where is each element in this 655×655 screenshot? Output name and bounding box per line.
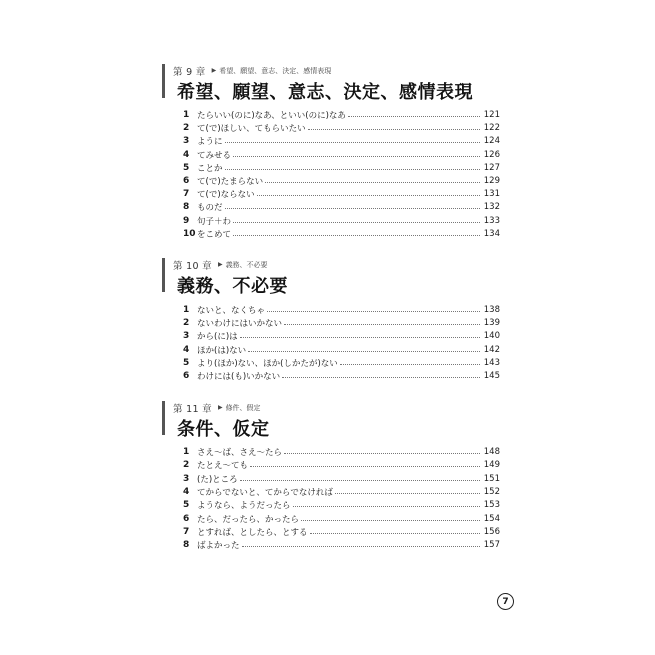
list-item[interactable] — [183, 188, 500, 200]
entry-page: 131 — [483, 189, 500, 200]
entry-number: 6 — [183, 371, 190, 381]
dot-leader — [242, 546, 480, 547]
entry-text: たらいい(のに)なあ、といい(のに)なあ — [197, 111, 346, 121]
entry-page: 126 — [483, 149, 500, 160]
entry-text: ないと、なくちゃ — [197, 306, 266, 316]
dot-leader — [233, 235, 480, 236]
list-item[interactable] — [183, 459, 500, 471]
entry-number: 9 — [183, 215, 190, 226]
chapter-bar — [162, 401, 165, 435]
dot-leader — [293, 506, 480, 507]
entry-page: 129 — [483, 176, 500, 186]
dot-leader — [257, 195, 480, 196]
entry-text: 句子＋わ — [197, 216, 232, 227]
entry-page: 132 — [483, 202, 500, 213]
entry-number: 1 — [183, 447, 190, 457]
list-item[interactable] — [183, 330, 500, 342]
entry-number: 8 — [183, 202, 190, 213]
entry-text: (た)ところ — [197, 474, 238, 485]
dot-leader — [348, 116, 480, 117]
entry-page: 152 — [483, 486, 500, 497]
dot-leader — [340, 364, 480, 365]
entry-text: とすれば、としたら、とする — [197, 527, 308, 538]
chapter-header — [173, 401, 261, 414]
entry-page: 142 — [483, 344, 500, 355]
entry-text: から(に)は — [197, 332, 238, 343]
entry-number: 6 — [183, 513, 190, 524]
list-item[interactable] — [183, 162, 500, 174]
entry-text: さえ〜ば、さえ〜たら — [197, 448, 283, 458]
dot-leader — [265, 182, 480, 183]
list-item[interactable] — [183, 149, 500, 161]
entry-page: 133 — [483, 215, 500, 226]
entry-number: 5 — [183, 500, 190, 511]
chapter-title: 義務、不必要 — [177, 276, 288, 297]
chapter-10 — [162, 258, 522, 388]
page-number: 7 — [497, 593, 514, 610]
entry-text: ことか — [197, 163, 223, 174]
list-item[interactable] — [183, 344, 500, 356]
entry-text: てからでないと、てからでなければ — [197, 487, 333, 498]
entry-page: 154 — [483, 513, 500, 524]
chapter-number: 第 10 章 — [173, 260, 212, 272]
chapter-subtitle: 希望、願望、意志、決定、感情表現 — [219, 66, 332, 75]
dot-leader — [240, 337, 480, 338]
list-item[interactable] — [183, 370, 500, 382]
entry-number: 5 — [183, 357, 190, 368]
entry-page: 138 — [483, 305, 500, 315]
entry-text: てみせる — [197, 150, 232, 161]
list-item[interactable] — [183, 486, 500, 498]
chapter-bar — [162, 64, 165, 98]
list-item[interactable] — [183, 499, 500, 511]
entry-text: ように — [197, 137, 223, 148]
entry-number: 10 — [183, 228, 196, 239]
dot-leader — [225, 169, 480, 170]
entry-number: 2 — [183, 318, 190, 329]
entry-number: 8 — [183, 540, 190, 551]
dot-leader — [233, 156, 480, 157]
entry-page: 139 — [483, 318, 500, 329]
list-item[interactable] — [183, 122, 500, 134]
chapter-9 — [162, 64, 522, 264]
chapter-subtitle: 義務、不必要 — [225, 260, 268, 269]
entry-page: 121 — [483, 110, 500, 120]
entry-page: 140 — [483, 331, 500, 342]
entry-page: 151 — [483, 473, 500, 484]
entry-text: ようなら、ようだったら — [197, 501, 291, 512]
dot-leader — [308, 129, 480, 130]
list-item[interactable] — [183, 175, 500, 187]
chapter-bar — [162, 258, 165, 292]
entry-text: ほか(は)ない — [197, 345, 247, 356]
list-item[interactable] — [183, 304, 500, 316]
entry-page: 145 — [483, 371, 500, 381]
entry-page: 127 — [483, 162, 500, 173]
entry-number: 1 — [183, 305, 190, 315]
entry-number: 4 — [183, 486, 190, 497]
entry-text: ないわけにはいかない — [197, 319, 283, 330]
dot-leader — [225, 208, 480, 209]
chapter-number: 第 9 章 — [173, 66, 206, 78]
chapter-11 — [162, 401, 522, 561]
entry-text: て(で)たまらない — [197, 177, 264, 187]
entry-text: より(ほか)ない、ほか(しかたが)ない — [197, 358, 338, 369]
entry-text: て(で)ほしい、てもらいたい — [197, 124, 306, 135]
entry-page: 149 — [483, 460, 500, 471]
entry-page: 122 — [483, 123, 500, 134]
triangle-icon: ▶ — [217, 261, 223, 268]
entry-page: 143 — [483, 357, 500, 368]
entry-number: 5 — [183, 162, 190, 173]
list-item[interactable] — [183, 539, 500, 551]
entry-text: ものだ — [197, 203, 223, 214]
entry-page: 124 — [483, 136, 500, 147]
list-item[interactable] — [183, 513, 500, 525]
dot-leader — [225, 142, 480, 143]
list-item[interactable] — [183, 446, 500, 458]
dot-leader — [301, 520, 480, 521]
chapter-title: 条件、仮定 — [177, 419, 270, 440]
entry-text: て(で)ならない — [197, 190, 255, 201]
list-item[interactable] — [183, 201, 500, 213]
entry-number: 2 — [183, 460, 190, 471]
triangle-icon: ▶ — [211, 67, 217, 74]
list-item[interactable] — [183, 215, 500, 227]
dot-leader — [250, 466, 480, 467]
dot-leader — [284, 324, 480, 325]
entry-text: をこめて — [197, 229, 232, 240]
entry-text: たら、だったら、かったら — [197, 514, 300, 525]
entry-number: 4 — [183, 149, 190, 160]
dot-leader — [335, 493, 480, 494]
entry-number: 3 — [183, 331, 190, 342]
entry-text: ばよかった — [197, 541, 240, 552]
entry-number: 6 — [183, 176, 190, 186]
list-item[interactable] — [183, 526, 500, 538]
entry-number: 2 — [183, 123, 190, 134]
chapter-title: 希望、願望、意志、決定、感情表現 — [177, 82, 473, 103]
entry-number: 3 — [183, 136, 190, 147]
list-item[interactable] — [183, 228, 500, 240]
entry-number: 7 — [183, 189, 190, 200]
entry-number: 3 — [183, 473, 190, 484]
entry-text: わけには(も)いかない — [197, 372, 281, 382]
dot-leader — [310, 533, 480, 534]
list-item[interactable] — [183, 109, 500, 121]
dot-leader — [233, 222, 480, 223]
dot-leader — [267, 311, 480, 312]
entry-page: 153 — [483, 500, 500, 511]
entry-page: 148 — [483, 447, 500, 457]
entry-number: 1 — [183, 110, 190, 120]
dot-leader — [284, 453, 480, 454]
list-item[interactable] — [183, 473, 500, 485]
chapter-header — [173, 258, 268, 271]
triangle-icon: ▶ — [217, 404, 223, 411]
dot-leader — [240, 480, 480, 481]
entry-text: たとえ〜ても — [197, 461, 249, 472]
dot-leader — [248, 351, 480, 352]
entry-page: 156 — [483, 526, 500, 537]
entry-page: 157 — [483, 540, 500, 551]
entry-number: 7 — [183, 526, 190, 537]
entry-page: 134 — [483, 228, 500, 239]
dot-leader — [282, 377, 480, 378]
chapter-subtitle: 條件、假定 — [225, 403, 261, 412]
list-item[interactable] — [183, 317, 500, 329]
list-item[interactable] — [183, 357, 500, 369]
entry-number: 4 — [183, 344, 190, 355]
chapter-header — [173, 64, 331, 77]
chapter-number: 第 11 章 — [173, 403, 212, 415]
list-item[interactable] — [183, 135, 500, 147]
